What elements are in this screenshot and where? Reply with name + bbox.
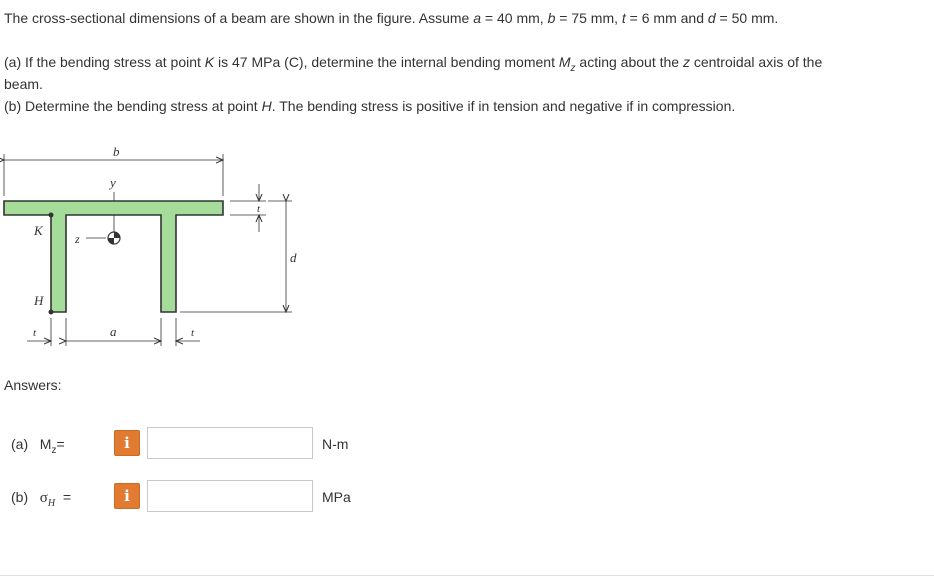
label-a: a bbox=[110, 324, 117, 339]
answer-a-symbol: M bbox=[39, 436, 52, 452]
part-a-text-3: acting about the bbox=[575, 54, 683, 70]
label-z: z bbox=[75, 232, 80, 246]
part-b-text-1: (b) Determine the bending stress at point bbox=[4, 98, 262, 114]
problem-intro bbox=[4, 9, 778, 27]
part-a-text-4: centroidal axis of the bbox=[689, 54, 823, 70]
label-b: b bbox=[113, 144, 120, 159]
answer-a-subscript: z bbox=[51, 444, 57, 456]
var-z: z bbox=[682, 54, 690, 70]
moment-answer-input[interactable] bbox=[147, 427, 313, 459]
intro-text-3: = 75 mm, bbox=[555, 10, 622, 26]
info-button-a[interactable] bbox=[114, 430, 140, 456]
part-b-text-2: . The bending stress is positive if in tension and negative if in compression. bbox=[271, 98, 736, 114]
answer-row-b bbox=[0, 480, 400, 514]
answer-b-subscript: H bbox=[47, 497, 56, 509]
answer-a-label bbox=[11, 436, 65, 456]
info-icon: i bbox=[124, 434, 130, 452]
label-t-right: t bbox=[191, 327, 195, 339]
point-H-marker bbox=[49, 310, 54, 315]
answer-a-equals: = bbox=[56, 436, 65, 452]
part-a-text-1: (a) If the bending stress at point bbox=[4, 54, 205, 70]
intro-text-5: = 50 mm. bbox=[715, 10, 779, 26]
part-a-question bbox=[4, 53, 822, 78]
part-b-question bbox=[4, 97, 735, 115]
stress-answer-input[interactable] bbox=[147, 480, 313, 512]
beam-cross-section-figure bbox=[0, 140, 320, 360]
var-K: K bbox=[204, 54, 215, 70]
label-y: y bbox=[110, 175, 116, 190]
var-M: M bbox=[558, 54, 571, 70]
info-button-b[interactable] bbox=[114, 483, 140, 509]
intro-text-1: The cross-sectional dimensions of a beam are shown in the figure. Assume bbox=[4, 10, 474, 26]
answer-b-equals: = bbox=[62, 489, 72, 505]
part-a-question-continued: beam. bbox=[4, 76, 43, 92]
answer-a-prefix: (a) bbox=[11, 436, 29, 452]
var-a: a bbox=[473, 10, 482, 26]
info-icon: i bbox=[124, 487, 130, 505]
var-d: d bbox=[707, 10, 716, 26]
var-t: t bbox=[621, 10, 626, 26]
point-K-marker bbox=[49, 213, 54, 218]
var-M-subscript: z bbox=[570, 62, 576, 74]
var-H: H bbox=[261, 98, 272, 114]
answer-b-label bbox=[11, 489, 71, 509]
answer-b-prefix: (b) bbox=[11, 489, 29, 505]
unit-label-b: MPa bbox=[322, 489, 351, 505]
label-t-left: t bbox=[33, 327, 37, 339]
intro-text-4: = 6 mm and bbox=[625, 10, 708, 26]
label-d: d bbox=[290, 250, 297, 265]
answer-row-a bbox=[0, 427, 400, 461]
answer-b-symbol: σ bbox=[39, 490, 48, 506]
label-K: K bbox=[34, 223, 43, 238]
bottom-divider bbox=[0, 575, 934, 576]
intro-text-2: = 40 mm, bbox=[481, 10, 548, 26]
var-b: b bbox=[547, 10, 556, 26]
answers-heading: Answers: bbox=[4, 377, 62, 393]
part-a-text-2: is 47 MPa (C), determine the internal bending moment bbox=[214, 54, 559, 70]
label-H: H bbox=[34, 293, 44, 308]
centroid-icon bbox=[108, 232, 120, 244]
label-t-top: t bbox=[257, 203, 261, 215]
unit-label-a: N-m bbox=[322, 436, 349, 452]
